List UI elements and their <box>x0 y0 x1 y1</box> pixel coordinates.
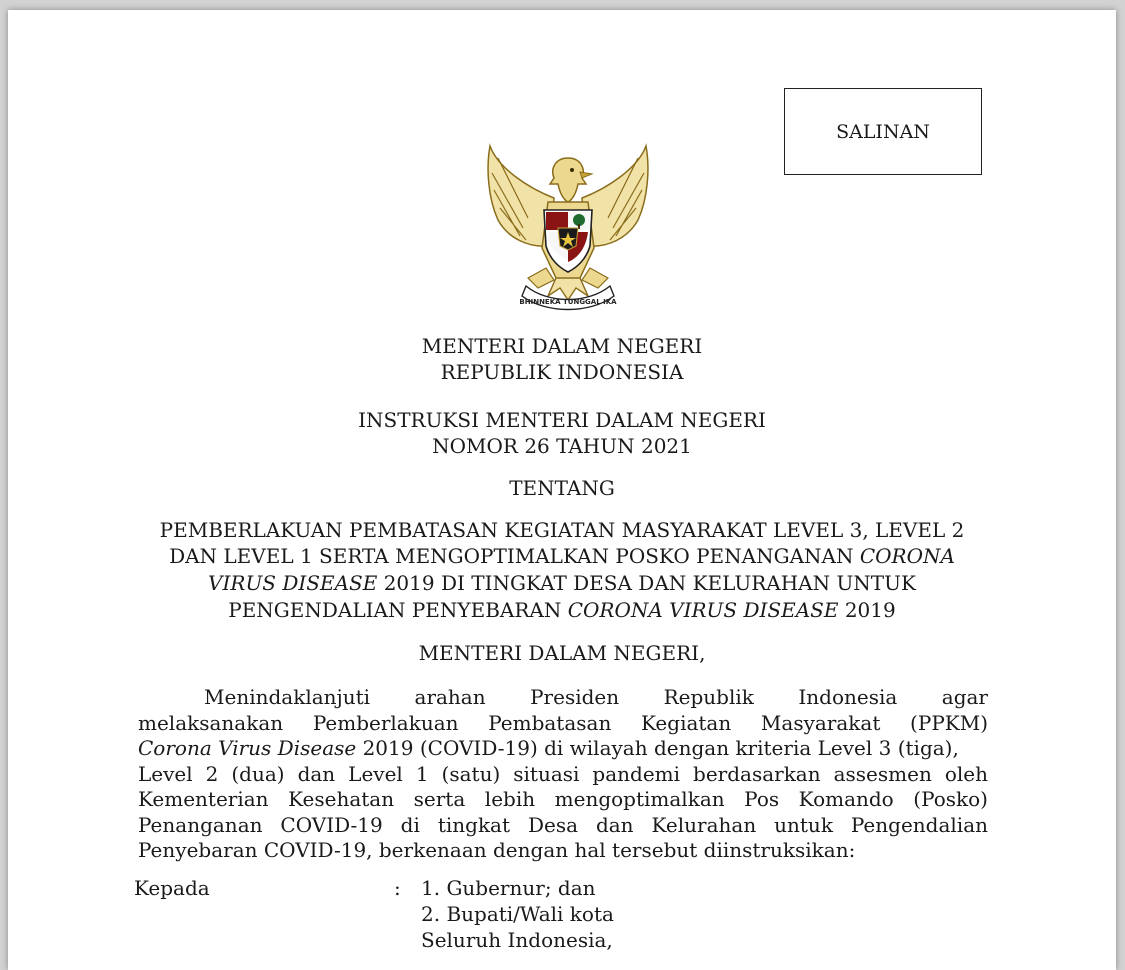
header-line-2: REPUBLIK INDONESIA <box>440 360 684 384</box>
instruction-paragraph <box>138 685 988 864</box>
salinan-box <box>784 88 982 175</box>
header-line-1: MENTERI DALAM NEGERI <box>421 334 703 358</box>
tentang-heading: TENTANG <box>509 476 615 500</box>
kepada-label: Kepada <box>134 876 210 900</box>
paragraph-line-3 <box>138 736 988 762</box>
subject-line-3-italic: VIRUS DISEASE <box>208 571 378 595</box>
instruction-line-2: NOMOR 26 TAHUN 2021 <box>432 434 692 458</box>
garuda-pancasila-icon <box>468 128 668 318</box>
document-page <box>8 10 1116 970</box>
paragraph-line-4: Level 2 (dua) dan Level 1 (satu) situasi pandemi berdasarkan assesmen oleh <box>138 761 988 786</box>
subject-line-4 <box>8 597 1116 623</box>
paragraph-line-7: Penyebaran COVID-19, berkenaan dengan hal tersebut diinstruksikan: <box>138 838 856 862</box>
paragraph-line-5: Kementerian Kesehatan serta lebih mengoptimalkan Pos Komando (Posko) <box>138 787 988 811</box>
subject-line-2-text: DAN LEVEL 1 SERTA MENGOPTIMALKAN POSKO PENANGANAN <box>169 544 860 568</box>
paragraph-line-2: melaksanakan Pemberlakuan Pembatasan Kegiatan Masyarakat (PPKM) <box>138 710 988 735</box>
paragraph-line-1: Menindaklanjuti arahan Presiden Republik Indonesia agar <box>204 685 988 709</box>
paragraph-line-3-italic: Corona Virus Disease <box>138 736 357 760</box>
subject-line-3-text: 2019 DI TINGKAT DESA DAN KELURAHAN UNTUK <box>377 571 916 595</box>
kepada-item-1: 1. Gubernur; dan <box>421 876 596 900</box>
salinan-label: SALINAN <box>836 120 930 143</box>
kepada-item-2: 2. Bupati/Wali kota <box>421 902 614 926</box>
paragraph-line-3-text: 2019 (COVID-19) di wilayah dengan kriteria Level 3 (tiga), <box>356 736 959 760</box>
emblem-motto: BHINNEKA TUNGGAL IKA <box>519 298 617 306</box>
subject-line-2-italic: CORONA <box>859 544 955 568</box>
kepada-item-3: Seluruh Indonesia, <box>421 928 613 952</box>
subject-line-2 <box>8 543 1116 569</box>
paragraph-line-6: Penanganan COVID-19 di tingkat Desa dan Kelurahan untuk Pengendalian <box>138 812 988 837</box>
kepada-colon: : <box>394 876 401 900</box>
subject-line-1: PEMBERLAKUAN PEMBATASAN KEGIATAN MASYARAKAT LEVEL 3, LEVEL 2 <box>159 518 965 542</box>
subject-line-4-text: PENGENDALIAN PENYEBARAN <box>228 598 568 622</box>
subject-line-3 <box>8 570 1116 596</box>
subject-line-4-italic: CORONA VIRUS DISEASE <box>567 598 839 622</box>
subject-line-4-year: 2019 <box>838 598 896 622</box>
minister-title: MENTERI DALAM NEGERI, <box>418 641 706 665</box>
instruction-line-1: INSTRUKSI MENTERI DALAM NEGERI <box>358 408 766 432</box>
